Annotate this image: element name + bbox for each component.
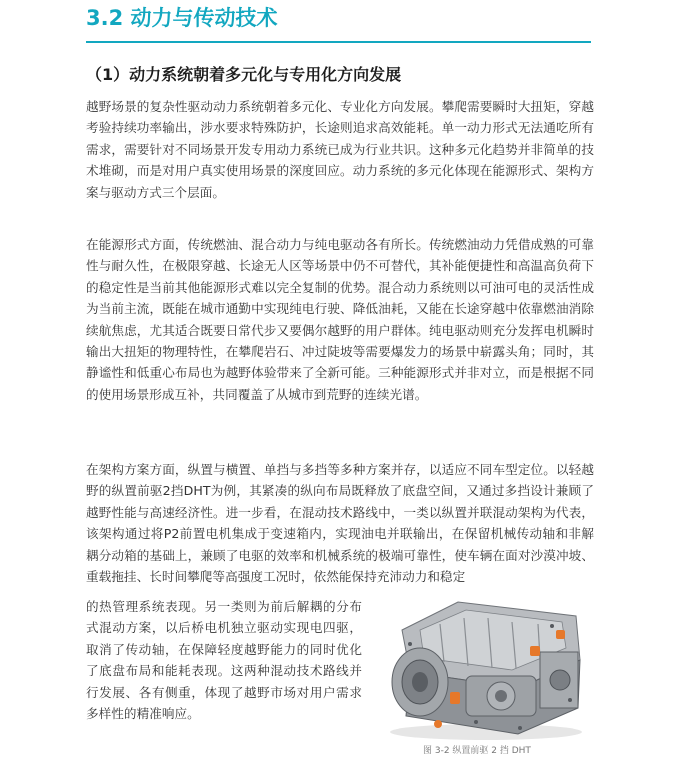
paragraph-architecture: 在架构方案方面，纵置与横置、单挡与多挡等多种方案并存，以适应不同车型定位。以轻越野的纵置前驱2挡DHT为例，其紧凑的纵向布局既释放了底盘空间，又通过多挡设计兼顾了越野性能与高速经济性。进一步看，在混动技术路线中，一类以纵置并联混动架构为代表，该架构通过将P2前置电机集成于变速箱内，实现油电并联输出，在保留机械传动轴和非解耦分动箱的基础上，兼顾了电驱的效率和机械系统的极端可靠性，使车辆在面对沙漠冲坡、重载拖挂、长时间攀爬等高强度工况时，依然能保持充沛动力和稳定: [86, 462, 594, 585]
paragraph-intro: 越野场景的复杂性驱动动力系统朝着多元化、专业化方向发展。攀爬需要瞬时大扭矩，穿越考验持续功率输出，涉水要求特殊防护，长途则追求高效能耗。单一动力形式无法通吃所有需求，需要针对不同场景开发专用动力系统已成为行业共识。这种多元化趋势并非简单的技术堆砌，而是对用户真实使用场景的深度回应。动力系统的多元化体现在能源形式、架构方案与驱动方式三个层面。: [86, 99, 594, 200]
section-title: 3.2 动力与传动技术: [86, 6, 278, 30]
paragraph-energy-forms: 在能源形式方面，传统燃油、混合动力与纯电驱动各有所长。传统燃油动力凭借成熟的可靠性与耐久性，在极限穿越、长途无人区等场景中仍不可替代，其补能便捷性和高温高负荷下的稳定性是当前其他能源形式难以完全复制的优势。混合动力系统则以可油可电的灵活性成为当前主流，既能在城市通勤中实现纯电行驶、降低油耗，又能在长途穿越中依靠燃油消除续航焦虑，尤其适合既要日常代步又要偶尔越野的用户群体。纯电驱动则充分发挥电机瞬时输出大扭矩的物理特性，在攀爬岩石、冲过陡坡等需要爆发力的场景中崭露头角；同时，其静谧性和低重心布局也为越野体验带来了全新可能。三种能源形式并非对立，而是根据不同的使用场景形成互补，共同覆盖了从城市到荒野的连续光谱。: [86, 237, 594, 402]
section-title-rule: [86, 41, 591, 43]
subsection-title: （1）动力系统朝着多元化与专用化方向发展: [86, 65, 402, 84]
figure-caption: 图 3-2 纵置前驱 2 挡 DHT: [423, 746, 531, 756]
paragraph-architecture-continued: 的热管理系统表现。另一类则为前后解耦的分布式混动方案，以后桥电机独立驱动实现电四驱，取消了传动轴，在保障轻度越野能力的同时优化了底盘布局和能耗表现。这两种混动技术路线并行发展、各有侧重，体现了越野市场对用户需求多样性的精准响应。: [86, 599, 362, 722]
figure-dht-transmission: [380, 596, 592, 742]
transmission-illustration: [380, 596, 592, 742]
